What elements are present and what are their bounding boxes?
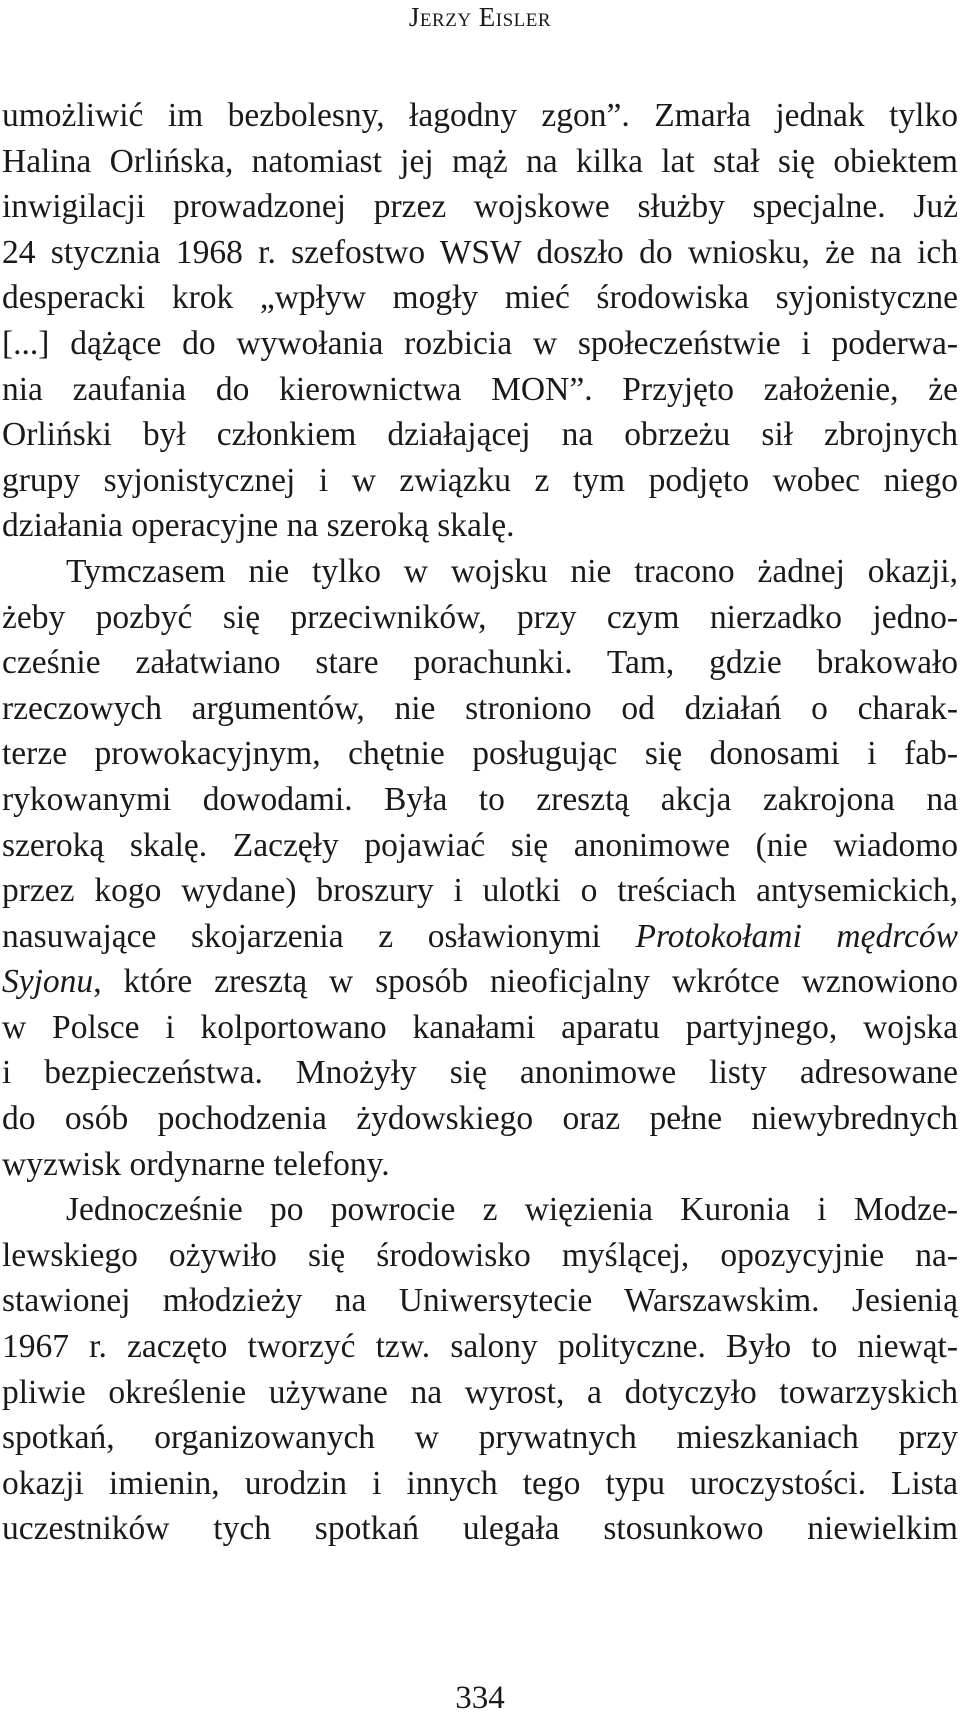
text-line: 24 stycznia 1968 r. szefostwo WSW doszło do wniosku, że na ich — [2, 233, 958, 271]
text-line: nia zaufania do kierownictwa MON”. Przyjęto założenie, że — [2, 370, 958, 408]
text-line: stawionej młodzieży na Uniwersytecie Warszawskim. Jesienią — [2, 1282, 958, 1320]
text-line: lewskiego ożywiło się środowisko myślącej, opozycyjnie na- — [2, 1236, 958, 1274]
text-line: Halina Orlińska, natomiast jej mąż na kilka lat stał się obiektem — [2, 142, 958, 180]
text-line: okazji imienin, urodzin i innych tego typu uroczystości. Lista — [2, 1464, 958, 1502]
text-line: spotkań, organizowanych w prywatnych mieszkaniach przy — [2, 1419, 958, 1457]
text-line: i bezpieczeństwa. Mnożyły się anonimowe listy adresowane — [2, 1054, 958, 1092]
text-line: Orliński był członkiem działającej na obrzeżu sił zbrojnych — [2, 416, 958, 454]
text-line: inwigilacji prowadzonej przez wojskowe służby specjalne. Już — [2, 188, 958, 226]
text-line — [2, 914, 958, 960]
text-line: umożliwić im bezbolesny, łagodny zgon”. Zmarła jednak tylko — [2, 97, 958, 134]
text-line: rzeczowych argumentów, nie stroniono od działań o charak- — [2, 689, 958, 727]
text-line: przez kogo wydane) broszury i ulotki o treściach antysemickich, — [2, 872, 958, 910]
text-line: [...] dążące do wywołania rozbicia w społeczeństwie i poderwa- — [2, 324, 958, 362]
text-line: do osób pochodzenia żydowskiego oraz pełne niewybrednych — [2, 1100, 958, 1138]
text-line: grupy syjonistycznej i w związku z tym podjęto wobec niego — [2, 461, 958, 499]
text-line: żeby pozbyć się przeciwników, przy czym nierzadko jedno- — [2, 598, 958, 636]
text-line: uczestników tych spotkań ulegała stosunkowo niewielkim — [2, 1510, 958, 1548]
page-number: 334 — [455, 1680, 505, 1716]
text-line: cześnie załatwiano stare porachunki. Tam, gdzie brakowało — [2, 644, 958, 682]
text-line: rykowanymi dowodami. Była to zresztą akcja zakrojona na — [2, 780, 958, 818]
italic-title: Syjonu — [2, 963, 94, 1001]
text-run: nasuwające skojarzenia z osławionymi — [2, 917, 636, 955]
text-line — [2, 959, 958, 1005]
text-line: 1967 r. zaczęto tworzyć tzw. salony polityczne. Było to niewąt- — [2, 1328, 958, 1366]
text-run: , które zresztą w sposób nieoficjalny wkrótce wznowiono — [93, 963, 958, 1001]
text-line: w Polsce i kolportowano kanałami aparatu partyjnego, wojska — [2, 1008, 958, 1046]
running-head: Jerzy Eisler — [408, 2, 552, 32]
italic-title: Protokołami mędrców — [635, 917, 958, 955]
text-line: wyzwisk ordynarne telefony. — [2, 1145, 390, 1183]
text-line: Tymczasem nie tylko w wojsku nie tracono żadnej okazji, — [66, 552, 958, 590]
page-body — [2, 93, 958, 1552]
paragraph — [2, 549, 958, 1187]
paragraph — [2, 1187, 958, 1552]
text-line: Jednocześnie po powrocie z więzienia Kuronia i Modze- — [66, 1191, 958, 1229]
text-line: szeroką skalę. Zaczęły pojawiać się anonimowe (nie wiadomo — [2, 826, 958, 864]
text-line: terze prowokacyjnym, chętnie posługując się donosami i fab- — [2, 735, 958, 773]
paragraph — [2, 93, 958, 549]
text-line: działania operacyjne na szeroką skalę. — [2, 507, 515, 545]
text-line: pliwie określenie używane na wyrost, a dotyczyło towarzyskich — [2, 1373, 958, 1411]
text-line: desperacki krok „wpływ mogły mieć środowiska syjonistyczne — [2, 279, 958, 317]
